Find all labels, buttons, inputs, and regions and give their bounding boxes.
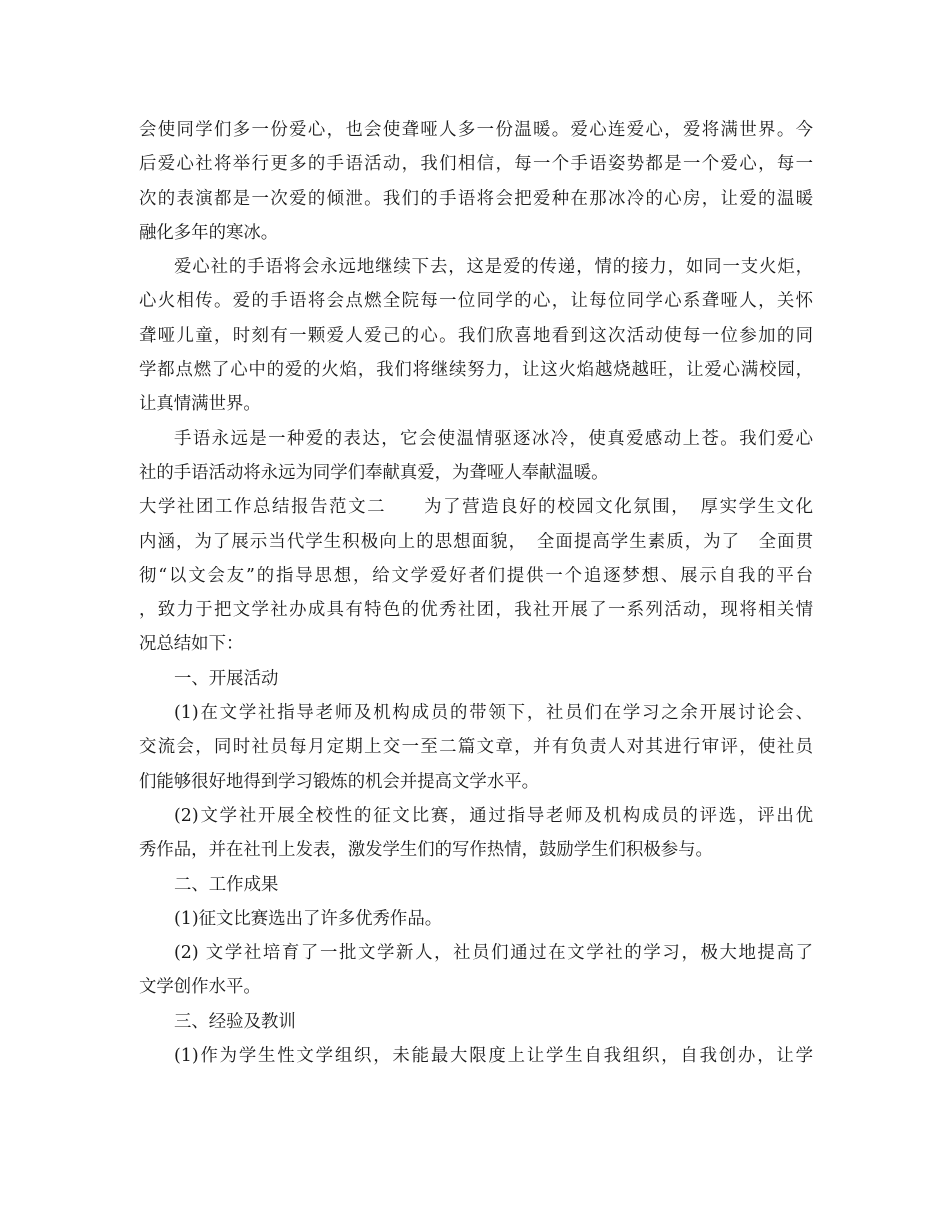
text-line: (1)在文学社指导老师及机构成员的带领下，社员们在学习之余开展讨论会、: [174, 703, 813, 724]
text-line: 们能够很好地得到学习锻炼的机会并提高文学水平。: [139, 771, 539, 792]
text-line: 彻“以文会友”的指导思想，给文学爱好者们提供一个追逐梦想、展示自我的平台: [139, 565, 813, 586]
text-line: 三、经验及教训: [174, 1011, 296, 1032]
text-line: 社的手语活动将永远为同学们奉献真爱，为聋哑人奉献温暖。: [139, 462, 609, 483]
text-line: 学都点燃了心中的爱的火焰，我们将继续努力，让这火焰越烧越旺，让爱心满校园，: [139, 360, 813, 381]
text-line: 次的表演都是一次爱的倾泄。我们的手语将会把爱种在那冰冷的心房，让爱的温暖: [139, 188, 813, 209]
text-line: (2)文学社开展全校性的征文比赛，通过指导老师及机构成员的评选，评出优: [174, 805, 813, 826]
document-body: [139, 113, 813, 1073]
text-line: 文学创作水平。: [139, 977, 261, 998]
text-line: 内涵，为了展示当代学生积极向上的思想面貌， 全面提高学生素质，为了 全面贯: [139, 531, 813, 552]
text-line: 心火相传。爱的手语将会点燃全院每一位同学的心，让每位同学心系聋哑人，关怀: [139, 291, 813, 312]
text-line: 后爱心社将举行更多的手语活动，我们相信，每一个手语姿势都是一个爱心，每一: [139, 154, 813, 175]
text-line: 聋哑儿童，时刻有一颗爱人爱己的心。我们欣喜地看到这次活动使每一位参加的同: [139, 325, 813, 346]
text-line: 二、工作成果: [174, 874, 279, 895]
text-line: 一、开展活动: [174, 668, 279, 689]
text-line: 况总结如下：: [139, 634, 244, 655]
text-line: 手语永远是一种爱的表达，它会使温情驱逐冰冷，使真爱感动上苍。我们爱心: [174, 428, 813, 449]
text-line: 融化多年的寒冰。: [139, 222, 279, 243]
text-line: 爱心社的手语将会永远地继续下去，这是爱的传递，情的接力，如同一支火炬，: [174, 257, 813, 278]
text-line: (1)作为学生性文学组织，未能最大限度上让学生自我组织，自我创办，让学: [174, 1046, 813, 1067]
text-line: 让真情满世界。: [139, 394, 261, 415]
text-line: 交流会，同时社员每月定期上交一至二篇文章，并有负责人对其进行审评，使社员: [139, 737, 813, 758]
text-line: (1)征文比赛选出了许多优秀作品。: [174, 908, 443, 929]
text-line: 会使同学们多一份爱心，也会使聋哑人多一份温暖。爱心连爱心，爱将满世界。今: [139, 120, 813, 140]
text-line: 大学社团工作总结报告范文二 为了营造良好的校园文化氛围， 厚实学生文化: [139, 497, 813, 518]
text-line: ，致力于把文学社办成具有特色的优秀社团，我社开展了一系列活动，现将相关情: [139, 600, 813, 621]
text-line: 秀作品，并在社刊上发表，激发学生们的写作热情，鼓励学生们积极参与。: [139, 840, 713, 861]
text-line: (2) 文学社培育了一批文学新人，社员们通过在文学社的学习，极大地提高了: [174, 943, 813, 964]
